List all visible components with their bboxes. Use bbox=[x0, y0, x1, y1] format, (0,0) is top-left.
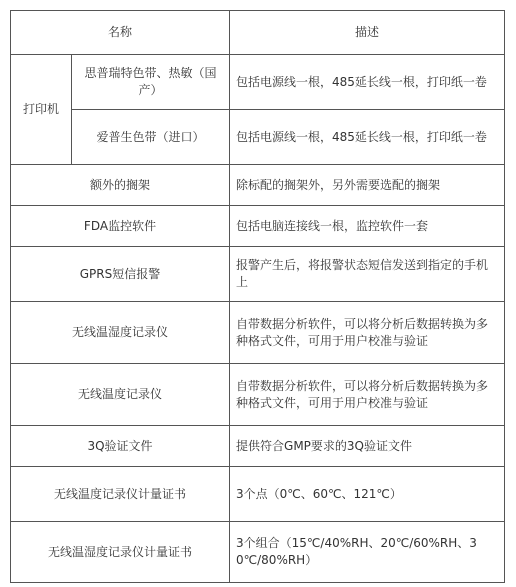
table-row bbox=[11, 302, 505, 364]
item-description-cell: 3个点（0℃、60℃、121℃） bbox=[230, 467, 505, 522]
table-row bbox=[11, 247, 505, 302]
table-header-row bbox=[11, 11, 505, 55]
item-name-cell: 无线温湿度记录仪 bbox=[11, 302, 230, 364]
item-description-cell: 除标配的搁架外，另外需要选配的搁架 bbox=[230, 165, 505, 206]
table-row bbox=[11, 206, 505, 247]
table-row bbox=[11, 467, 505, 522]
item-name-cell: 无线温湿度记录仪计量证书 bbox=[11, 522, 230, 583]
item-description-cell: 提供符合GMP要求的3Q验证文件 bbox=[230, 426, 505, 467]
header-description-cell: 描述 bbox=[230, 11, 505, 55]
item-name-cell: 无线温度记录仪 bbox=[11, 364, 230, 426]
item-name-cell: FDA监控软件 bbox=[11, 206, 230, 247]
accessories-table bbox=[10, 10, 505, 583]
item-description-cell: 自带数据分析软件，可以将分析后数据转换为多种格式文件，可用于用户校准与验证 bbox=[230, 302, 505, 364]
item-description-cell: 自带数据分析软件，可以将分析后数据转换为多种格式文件，可用于用户校准与验证 bbox=[230, 364, 505, 426]
item-name-cell: 爱普生色带（进口） bbox=[72, 110, 230, 165]
item-name-cell: 额外的搁架 bbox=[11, 165, 230, 206]
item-description-cell: 包括电源线一根，485延长线一根，打印纸一卷 bbox=[230, 110, 505, 165]
item-description-cell: 包括电源线一根，485延长线一根，打印纸一卷 bbox=[230, 55, 505, 110]
table-row bbox=[11, 110, 505, 165]
item-description-cell: 3个组合（15℃/40%RH、20℃/60%RH、30℃/80%RH） bbox=[230, 522, 505, 583]
table-row bbox=[11, 55, 505, 110]
item-name-cell: 思普瑞特色带、热敏（国产） bbox=[72, 55, 230, 110]
item-description-cell: 报警产生后，将报警状态短信发送到指定的手机上 bbox=[230, 247, 505, 302]
item-description-cell: 包括电脑连接线一根，监控软件一套 bbox=[230, 206, 505, 247]
item-name-cell: GPRS短信报警 bbox=[11, 247, 230, 302]
table-row bbox=[11, 522, 505, 583]
item-name-cell: 3Q验证文件 bbox=[11, 426, 230, 467]
table-row bbox=[11, 165, 505, 206]
item-name-cell: 无线温度记录仪计量证书 bbox=[11, 467, 230, 522]
table-row bbox=[11, 426, 505, 467]
header-name-cell: 名称 bbox=[11, 11, 230, 55]
printer-group-cell: 打印机 bbox=[11, 55, 72, 165]
table-row bbox=[11, 364, 505, 426]
accessories-table-container bbox=[10, 10, 505, 583]
